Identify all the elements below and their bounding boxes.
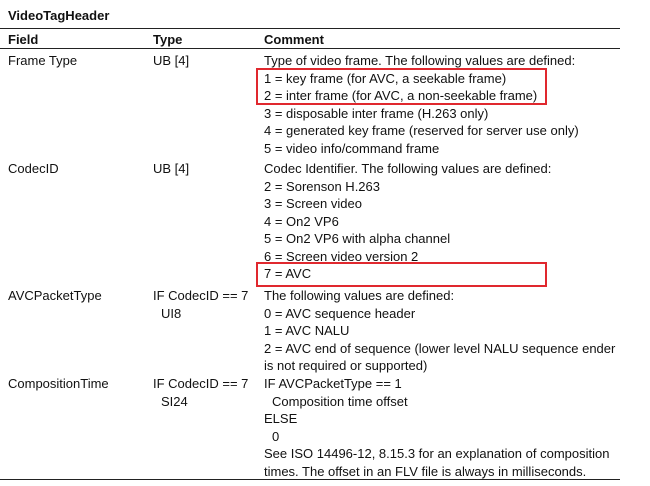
type-cell: UB [4] (153, 161, 190, 176)
top-rule (0, 28, 620, 29)
column-header-type: Type (153, 32, 183, 47)
column-header-comment: Comment (264, 32, 324, 47)
comment-cell: Type of video frame. The following values are defined: 1 = key frame (for AVC, a seekable frame) 2 = inter frame (for AVC, a non-seekable frame) 3 = disposable inter frame (H.263 only) 4 = generated key frame (reserved for server use only) 5 = video info/command frame (264, 53, 579, 156)
type-cell: IF CodecID == 7 UI8 (153, 288, 249, 321)
comment-cell: Codec Identifier. The following values are defined: 2 = Sorenson H.263 3 = Screen video 4 = On2 VP6 5 = On2 VP6 with alpha channel 6 = Screen video version 2 7 = AVC (264, 161, 552, 281)
type-cell: IF CodecID == 7 SI24 (153, 376, 249, 409)
highlight-box-key-inter-frame (256, 68, 547, 105)
field-cell: CodecID (8, 161, 59, 176)
header-rule (0, 48, 620, 49)
type-cell: UB [4] (153, 53, 190, 68)
comment-cell: The following values are defined: 0 = AVC sequence header 1 = AVC NALU 2 = AVC end of sequence (lower level NALU sequence ender is not required or supported) (264, 288, 616, 373)
field-cell: CompositionTime (8, 376, 109, 391)
bottom-rule (0, 479, 620, 480)
field-cell: AVCPacketType (8, 288, 102, 303)
comment-cell: IF AVCPacketType == 1 Composition time offset ELSE 0 See ISO 14496-12, 8.15.3 for an explanation of composition times. The offset in an FLV file is always in milliseconds. (264, 376, 610, 479)
highlight-box-avc-codec (256, 262, 547, 287)
column-header-field: Field (8, 32, 39, 47)
table-caption: VideoTagHeader (8, 8, 110, 23)
field-cell: Frame Type (8, 53, 78, 68)
